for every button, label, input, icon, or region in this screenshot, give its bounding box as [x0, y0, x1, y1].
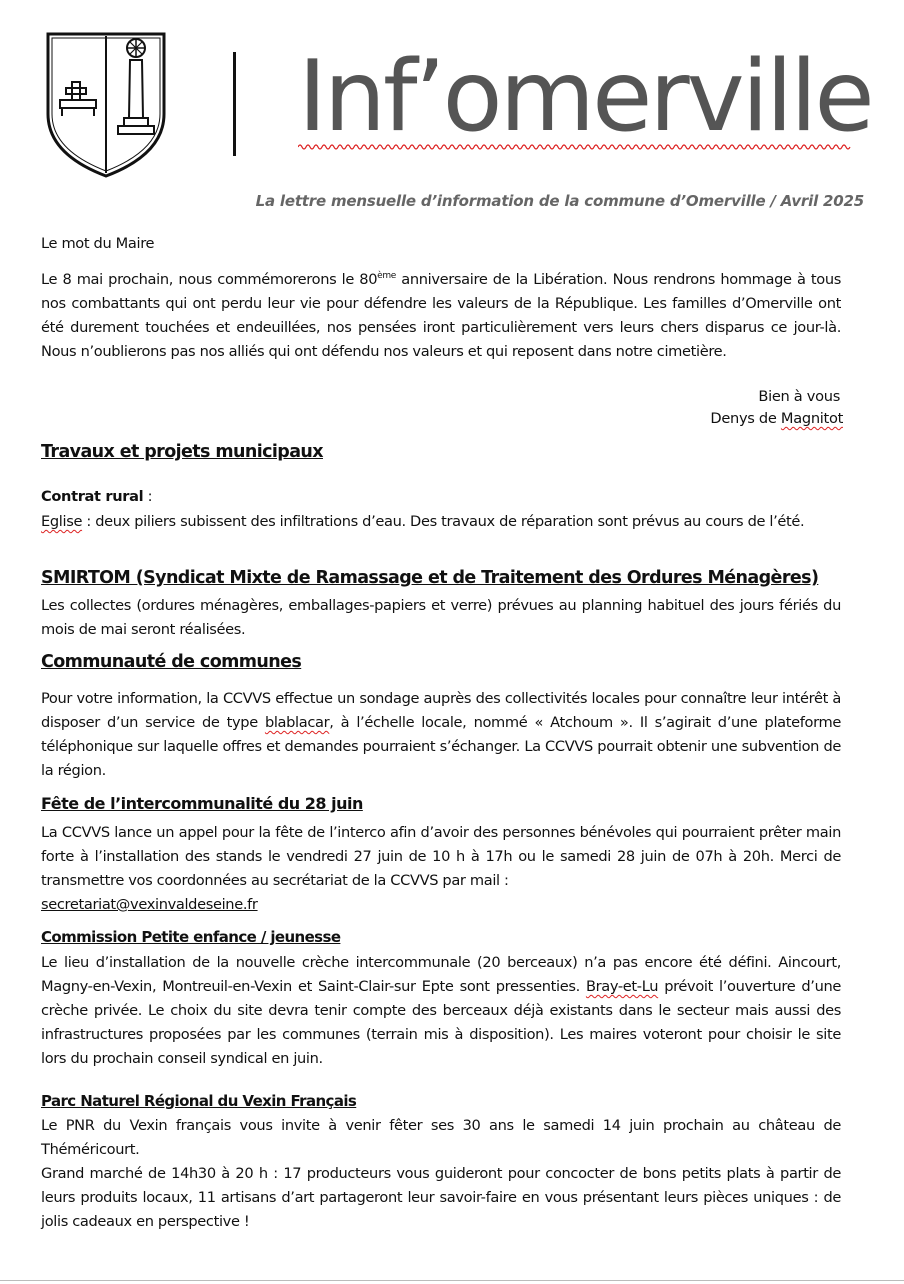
fete-paragraph: La CCVVS lance un appel pour la fête de l’interco afin d’avoir des personnes bénévoles qui pourraient prêter main forte à l’installation des stands le vendredi 27 juin de 10 h à 17h ou le samedi 28 juin de 07h à 20h. Merci de transmettre vos coordonnées au secrétariat de la CCVVS par mail : — [41, 824, 841, 889]
eglise-word: Eglise — [41, 513, 83, 530]
maire-text-a: Le 8 mai prochain, nous commémorerons le 80 — [41, 271, 378, 288]
petite-enfance-text-b: prévoit l’ouverture d’une crèche privée. Le choix du site devra tenir compte des berceaux déjà existants dans le secteur mais aussi des infrastructures proposées par les communes (terrain mis à disposition). Les maires voteront pour choisir le site lors du prochain conseil syndical en juin. — [41, 978, 841, 1067]
communaute-paragraph — [41, 687, 841, 783]
signature-first-name: Denys de — [710, 410, 781, 427]
maire-heading: Le mot du Maire — [41, 235, 155, 252]
header-divider — [233, 52, 236, 156]
signature-greeting: Bien à vous — [758, 388, 840, 405]
communaute-heading: Communauté de communes — [41, 652, 302, 672]
petite-enfance-paragraph — [41, 951, 841, 1071]
communaute-text-a: Pour votre information, la CCVVS effectue un sondage auprès des collectivités locales pour connaître leur intérêt à disposer d’un service de type — [41, 690, 841, 731]
eglise-text: : deux piliers subissent des infiltrations d’eau. Des travaux de réparation sont prévus au cours de l’été. — [82, 513, 805, 530]
maire-text-sup: ème — [377, 271, 396, 282]
pnr-paragraph-1: Le PNR du Vexin français vous invite à venir fêter ses 30 ans le samedi 14 juin prochain au château de Théméricourt. — [41, 1117, 841, 1158]
petite-enfance-text-a: Le lieu d’installation de la nouvelle crèche intercommunale (20 berceaux) n’a pas encore été défini. Aincourt, Magny-en-Vexin, Montreuil-en-Vexin et Saint-Clair-sur Epte sont pressenties. — [41, 954, 841, 995]
maire-paragraph — [41, 268, 841, 364]
email-link[interactable]: secretariat@vexinvaldeseine.fr — [41, 896, 258, 913]
page-bottom-edge — [0, 1280, 904, 1281]
signature-last-name: Magnitot — [780, 410, 843, 427]
newsletter-title: Inf’omerville — [298, 40, 872, 154]
title-spellcheck-squiggle — [298, 142, 866, 152]
pnr-paragraph-2: Grand marché de 14h30 à 20 h : 17 producteurs vous guideront pour concocter de bons petits plats à partir de leurs produits locaux, 11 artisans d’art partageront leur savoir-faire en vous présentant leurs pièces uniques : de jolis cadeaux en perspective ! — [41, 1165, 841, 1230]
newsletter-subtitle: La lettre mensuelle d’information de la commune d’Omerville / Avril 2025 — [255, 192, 864, 210]
contrat-rural-line — [41, 485, 841, 509]
travaux-heading: Travaux et projets municipaux — [41, 442, 323, 462]
signature-name — [710, 408, 843, 430]
smirtom-paragraph: Les collectes (ordures ménagères, emballages-papiers et verre) prévues au planning habituel des jours fériés du mois de mai seront réalisées. — [41, 597, 841, 638]
maire-text-b: anniversaire de la Libération. Nous rendrons hommage à tous nos combattants qui ont perdu leur vie pour défendre les valeurs de la République. Les familles d’Omerville ont été durement touchées et endeuillées, nos pensées iront particulièrement vers leurs chers disparus ce jour-là. Nous n’oublierons pas nos alliés qui ont défendu nos valeurs et qui reposent dans notre cimetière. — [41, 271, 841, 360]
blablacar-word: blablacar — [264, 714, 330, 731]
coat-of-arms-icon — [44, 30, 168, 180]
smirtom-heading: SMIRTOM (Syndicat Mixte de Ramassage et de Traitement des Ordures Ménagères) — [41, 568, 819, 588]
contrat-rural-label: Contrat rural — [41, 488, 144, 505]
eglise-paragraph — [41, 510, 841, 534]
bray-et-lu-word: Bray-et-Lu — [585, 978, 659, 995]
fete-heading: Fête de l’intercommunalité du 28 juin — [41, 794, 363, 813]
communaute-text-b: , à l’échelle locale, nommé « Atchoum ». Il s’agirait d’une plateforme téléphonique sur laquelle offres et demandes pourraient s’échanger. La CCVVS pourrait obtenir une subvention de la région. — [41, 714, 841, 779]
contrat-rural-colon: : — [143, 488, 153, 505]
pnr-heading: Parc Naturel Régional du Vexin Français — [41, 1092, 357, 1110]
petite-enfance-heading: Commission Petite enfance / jeunesse — [41, 928, 341, 946]
fete-email-line — [41, 893, 841, 917]
